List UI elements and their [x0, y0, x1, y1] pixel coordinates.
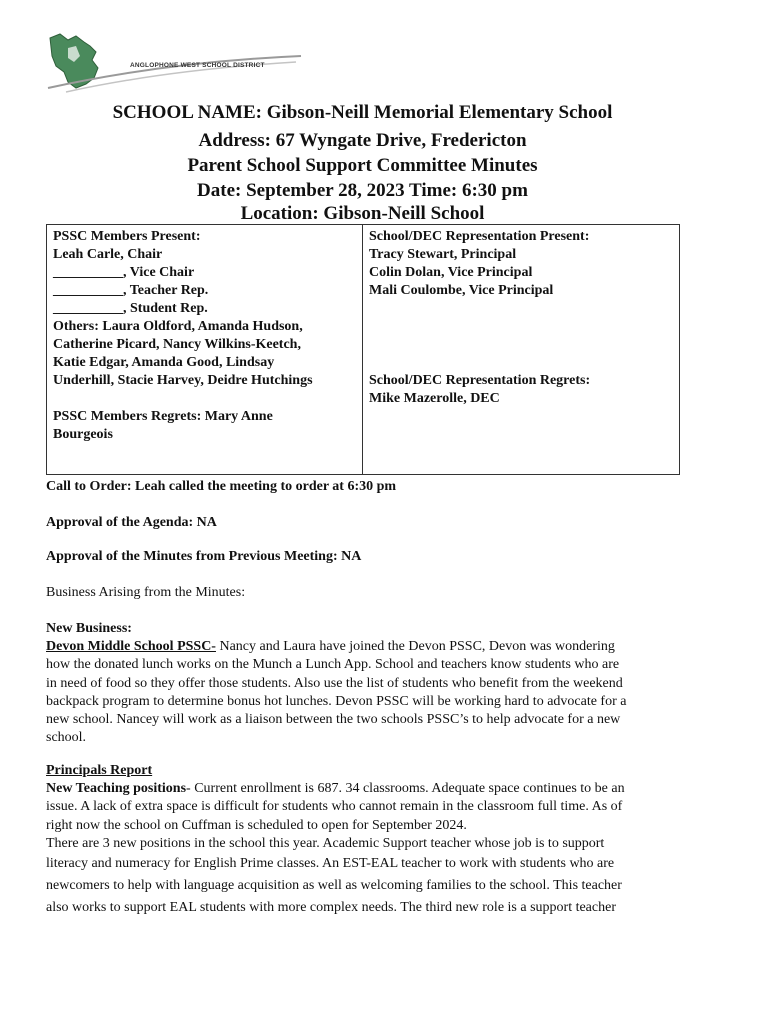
- devon-heading: Devon Middle School PSSC-: [46, 639, 216, 655]
- devon-line: how the donated lunch works on the Munch a Lunch App. School and teachers know students who are: [46, 657, 620, 673]
- pssc-regrets-line: PSSC Members Regrets: Mary Anne: [53, 409, 273, 424]
- pssc-regrets-line: Bourgeois: [53, 427, 113, 442]
- school-dec-cell: [363, 225, 680, 475]
- pssc-members-cell: [47, 225, 363, 475]
- new-business-heading: New Business:: [46, 621, 132, 636]
- devon-line: school.: [46, 730, 87, 746]
- teaching-paragraph: [46, 780, 676, 798]
- devon-paragraph: [46, 638, 676, 656]
- member-line: Underhill, Stacie Harvey, Deidre Hutchings: [53, 373, 313, 388]
- attendance-table: [46, 224, 680, 475]
- member-line: __________, Student Rep.: [53, 301, 208, 316]
- principals-report-heading: Principals Report: [46, 763, 153, 778]
- teaching-line: newcomers to help with language acquisition as well as welcoming families to the school. This teacher: [46, 878, 622, 894]
- meeting-date: Date: September 28, 2023 Time: 6:30 pm: [197, 180, 528, 201]
- devon-line: in need of food so they offer those students. Also use the list of students who benefit from the weekend: [46, 675, 623, 691]
- dec-regrets-title: School/DEC Representation Regrets:: [369, 373, 591, 388]
- call-to-order: Call to Order: Leah called the meeting to order at 6:30 pm: [46, 479, 397, 494]
- teaching-text: - Current enrollment is 687. 34 classrooms. Adequate space continues to be an: [186, 781, 625, 797]
- devon-line: backpack program to determine bonus hot lunches. Devon PSSC will be working hard to advocate for a: [46, 693, 627, 709]
- dec-regrets-line: Mike Mazerolle, DEC: [369, 391, 500, 406]
- member-line: __________, Vice Chair: [53, 265, 195, 280]
- address: Address: 67 Wyngate Drive, Fredericton: [198, 130, 527, 151]
- member-line: Katie Edgar, Amanda Good, Lindsay: [53, 355, 275, 370]
- meeting-location: Location: Gibson-Neill School: [240, 203, 485, 224]
- business-arising: Business Arising from the Minutes:: [46, 585, 246, 600]
- minutes-approval: Approval of the Minutes from Previous Meeting: NA: [46, 549, 362, 564]
- district-name: ANGLOPHONE WEST SCHOOL DISTRICT: [130, 62, 265, 69]
- devon-line: new school. Nancey will work as a liaison between the two schools PSSC’s to help advocate for a new: [46, 712, 621, 728]
- pssc-present-title: PSSC Members Present:: [53, 229, 201, 244]
- agenda-approval: Approval of the Agenda: NA: [46, 515, 217, 530]
- teaching-heading: New Teaching positions: [46, 781, 187, 797]
- member-line: Others: Laura Oldford, Amanda Hudson,: [53, 319, 303, 334]
- teaching-line: literacy and numeracy for English Prime classes. An EST-EAL teacher to work with students who are: [46, 856, 615, 872]
- teaching-line: There are 3 new positions in the school this year. Academic Support teacher whose job is to support: [46, 835, 605, 851]
- dec-member-line: Colin Dolan, Vice Principal: [369, 265, 533, 280]
- dec-member-line: Mali Coulombe, Vice Principal: [369, 283, 554, 298]
- dec-member-line: Tracy Stewart, Principal: [369, 247, 517, 262]
- member-line: Leah Carle, Chair: [53, 247, 163, 262]
- member-line: __________, Teacher Rep.: [53, 283, 209, 298]
- teaching-line: also works to support EAL students with more complex needs. The third new role is a support teacher: [46, 900, 616, 916]
- member-line: Catherine Picard, Nancy Wilkins-Keetch,: [53, 337, 301, 352]
- devon-text: Nancy and Laura have joined the Devon PSSC, Devon was wondering: [215, 639, 615, 655]
- principals-report-section: [46, 762, 676, 919]
- teaching-line: issue. A lack of extra space is difficult for students who cannot remain in the classroom full time. As of: [46, 799, 623, 815]
- district-logo: [46, 26, 306, 96]
- new-business-section: [46, 620, 676, 747]
- committee-title: Parent School Support Committee Minutes: [187, 155, 538, 176]
- teaching-line: right now the school on Cuffman is scheduled to open for September 2024.: [46, 817, 467, 833]
- dec-present-title: School/DEC Representation Present:: [369, 229, 590, 244]
- school-name: SCHOOL NAME: Gibson-Neill Memorial Elementary School: [112, 102, 613, 123]
